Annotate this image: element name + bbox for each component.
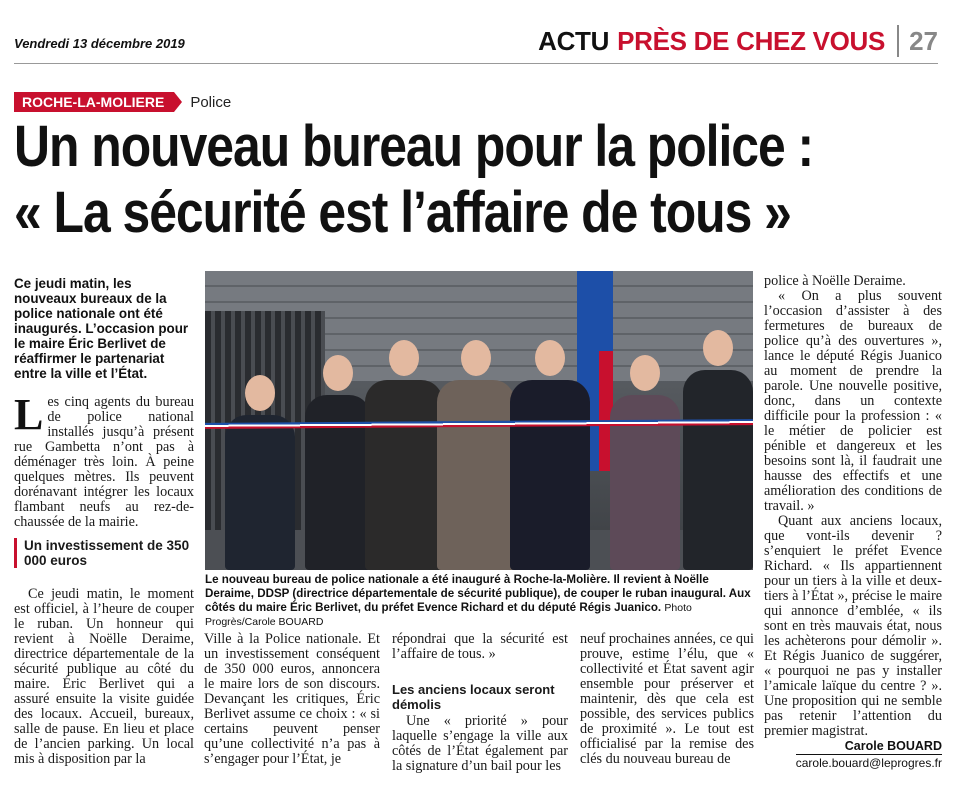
body-text: répondrai que la sécurité est l’affaire de tous. » [392,631,568,662]
author-signature: Carole BOUARD [844,739,942,753]
rubric-label: Police [190,93,232,111]
body-text: Ville à la Police nationale. Et un investissement conséquent de 350 000 euros, annoncera le maire lors de son discours. Devançant les critiques, Éric Berlivet assume ce choix : « si certains peuvent penser qu’une collectivité n’a pas à s’engager pour l’État, je [204,631,380,767]
caption-text: Le nouveau bureau de police nationale a été inauguré à Roche-la-Molière. Il revient à Noëlle Deraime, DDSP (directrice départementale de sécurité publique), de couper le ruban inaugural. Aux côtés du maire Éric Berlivet, du préfet Evence Richard et du député Régis Juanico. [205,573,751,614]
photo-credit: Photo Progrès/Carole BOUARD [205,602,692,628]
section-header [538,22,938,60]
photo-person [365,380,443,570]
lead-text: es cinq agents du bureau de police national installés jusqu’à présent rue Gambetta n’ont pas à déménager très loin. À peine quelques mètres. Ils peuvent dorénavant intégrer les locaux flambant neufs au rez-de-chaussée de la mairie. [14,394,194,530]
article-photo [205,271,753,570]
page-number: 27 [909,25,938,56]
header-divider [897,25,899,57]
body-text: neuf prochaines années, ce qui prouve, estime l’élu, que « collectivité et État savent agir ensemble pour préserver et maintenir, dès que cela est possible, des services publics de proximité ». Le tout est officialisé par la remise des clés du nouveau bureau de [580,631,754,767]
section-sub: PRÈS DE CHEZ VOUS [617,25,886,56]
body-text: Une « priorité » pour laquelle s’engage la ville aux côtés de l’État également par la signature d’un bail pour les [392,713,568,774]
location-tag: ROCHE-LA-MOLIERE [14,92,174,112]
body-column-1 [14,587,194,767]
photo-caption [205,573,753,629]
issue-date: Vendredi 13 décembre 2019 [14,36,185,51]
subhead-demolition: Les anciens locaux seront démolis [392,682,555,712]
photo-person [510,380,590,570]
headline [14,114,951,246]
body-text: police à Noëlle Deraime. [764,273,906,289]
photo-person [683,370,753,570]
section-main: ACTU [538,25,610,56]
standfirst: Ce jeudi matin, les nouveaux bureaux de la police nationale ont été inaugurés. L’occasion pour le maire Éric Berlivet de réaffirmer le partenariat entre la ville et l’État. [14,276,189,381]
body-column-3 [392,632,568,774]
body-text: « On a plus souvent l’occasion d’assister à des fermetures de bureaux de police qu’à des ouvertures », lance le député Régis Juanico au moment de prendre la parole. Une nouvelle positive, donc, dans un contexte difficile pour la profession : « le métier de policier est pénible et dangereux et les besoins sont là, il faudrait une hausse des effectifs et une amélioration des conditions de travail. » [764,288,942,514]
author-email[interactable]: carole.bouard@leprogres.fr [795,756,942,770]
photo-person [437,380,515,570]
body-column-4 [580,632,754,767]
subhead-investment: Un investissement de 350 000 euros [14,538,194,568]
body-column-2 [204,632,380,767]
headline-line-1: Un nouveau bureau pour la police : [14,114,814,179]
section-title [538,26,885,57]
lead-paragraph [14,390,194,530]
body-text: Ce jeudi matin, le moment est officiel, à l’heure de couper le ruban. Un honneur qui revient à Noëlle Deraime, directrice départementale de la sécurité publique au côté du maire. Éric Berlivet qui a assuré ensuite la visite guidée des locaux. Accueil, bureaux, salle de pause. En lieu et place de l’ancien parking. Un local mis à disposition par la [14,586,194,767]
photo-person [225,415,295,570]
body-column-5 [764,274,942,739]
drop-cap: L [14,390,44,439]
header-rule [14,63,938,64]
headline-line-2: « La sécurité est l’affaire de tous » [14,180,791,245]
kicker [14,92,231,112]
body-text: Quant aux anciens locaux, que vont-ils devenir ? s’enquiert le préfet Evence Richard. « Ils appartiennent pour un tiers à la ville et deux-tiers à l’État », précise le maire qui annonce d’emblée, « ils sont en très mauvais état, nous les achèterons pour démolir ». Et Régis Juanico de suggérer, « pourquoi ne pas y installer l’amicale laïque du centre ? ». Une proposition qui ne semble pas retenir l’attention du premier magistrat. [764,513,942,739]
